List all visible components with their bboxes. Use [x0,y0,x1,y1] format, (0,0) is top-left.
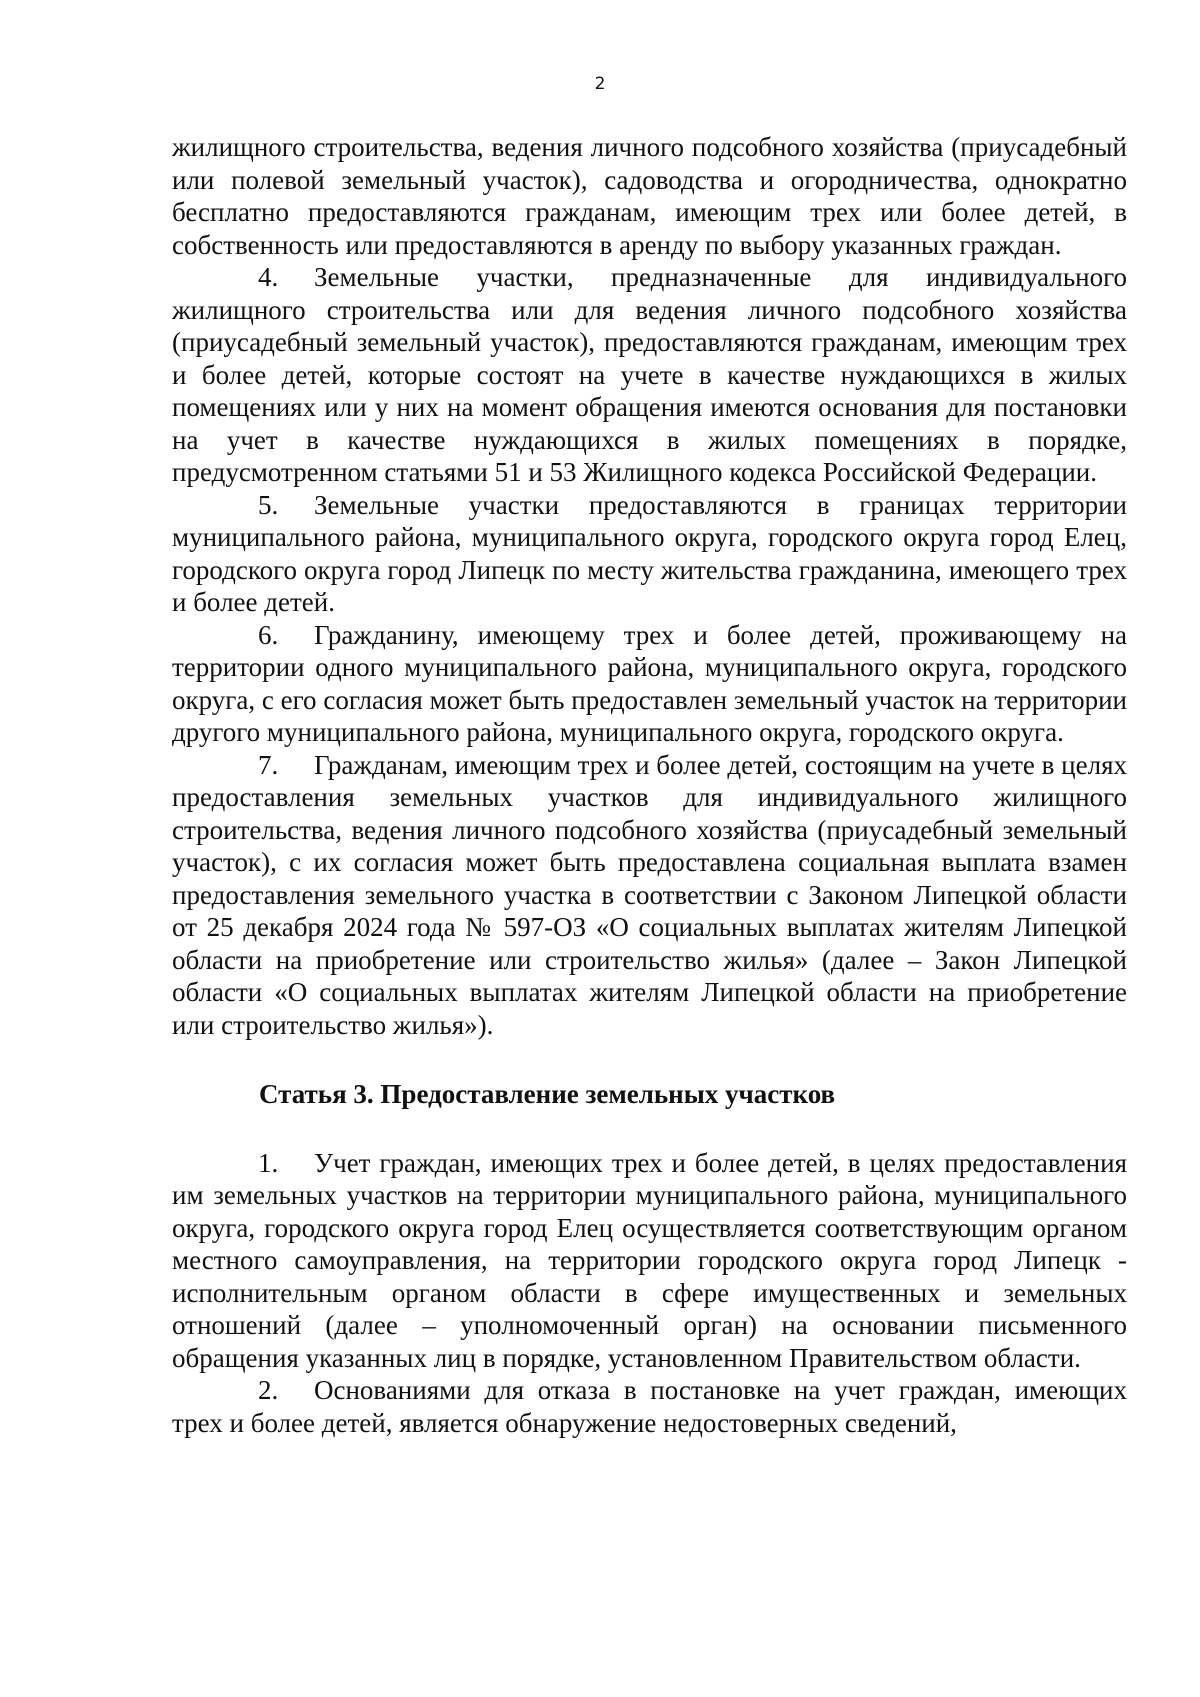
paragraph-text: жилищного строительства, ведения личного подсобного хозяйства (приусадебный или полевой земельный участок), садоводства и огородничества, однократно бесплатно предоставляются гражданам, имеющим трех или более детей, в собственность или предоставляются в аренду по выбору указанных граждан. [172,132,1127,260]
clause-number: 6. [258,619,279,650]
clause-text: Основаниями для отказа в постановке на учет граждан, имеющих трех и более детей, является обнаружение недостоверных сведений, [172,1375,1127,1438]
article-3-clause-2 [172,1374,1127,1439]
clause-number: 5. [258,489,279,520]
clause-text: Гражданам, имеющим трех и более детей, состоящим на учете в целях предоставления земельных участков для индивидуального жилищного строительства, ведения личного подсобного хозяйства (приусадебный земельный участок), с их согласия может быть предоставлена социальная выплата взамен предоставления земельного участка в соответствии с Законом Липецкой области от 25 декабря 2024 года № 597-ОЗ «О социальных выплатах жителям Липецкой области на приобретение или строительство жилья» (далее – Закон Липецкой области «О социальных выплатах жителям Липецкой области на приобретение или строительство жилья»). [172,749,1127,1040]
article-3-clause-1 [172,1147,1127,1375]
clause-text: Земельные участки предоставляются в границах территории муниципального района, муниципального округа, городского округа город Елец, городского округа город Липецк по месту жительства гражданина, имеющего трех и более детей. [172,489,1127,617]
clause-text: Гражданину, имеющему трех и более детей, проживающему на территории одного муниципального района, муниципального округа, городского округа, с его согласия может быть предоставлен земельный участок на территории другого муниципального района, муниципального округа, городского округа. [172,619,1127,747]
clause-5 [172,489,1127,619]
clause-text: Учет граждан, имеющих трех и более детей, в целях предоставления им земельных участков на территории муниципального района, муниципального округа, городского округа город Елец осуществляется соответствующим органом местного самоуправления, на территории городского округа город Липецк - исполнительным органом области в сфере имущественных и земельных отношений (далее – уполномоченный орган) на основании письменного обращения указанных лиц в порядке, установленном Правительством области. [172,1147,1127,1373]
clause-6 [172,619,1127,749]
clause-number: 7. [258,749,279,780]
document-body [172,131,1127,1439]
clause-text: Земельные участки, предназначенные для индивидуального жилищного строительства или для ведения личного подсобного хозяйства (приусадебный земельный участок), предоставляются гражданам, имеющим трех и более детей, которые состоят на учете в качестве нуждающихся в жилых помещениях или у них на момент обращения имеются основания для постановки на учет в качестве нуждающихся в жилых помещениях в порядке, предусмотренном статьями 51 и 53 Жилищного кодекса Российской Федерации. [172,262,1127,487]
article-heading: Статья 3. Предоставление земельных участков [259,1079,836,1109]
clause-number: 1. [258,1147,279,1178]
continuation-paragraph [172,131,1127,261]
clause-number: 4. [258,262,279,292]
clause-4 [172,261,1127,489]
clause-number: 2. [258,1375,279,1405]
clause-7 [172,749,1127,1042]
page-number: 2 [594,74,606,94]
